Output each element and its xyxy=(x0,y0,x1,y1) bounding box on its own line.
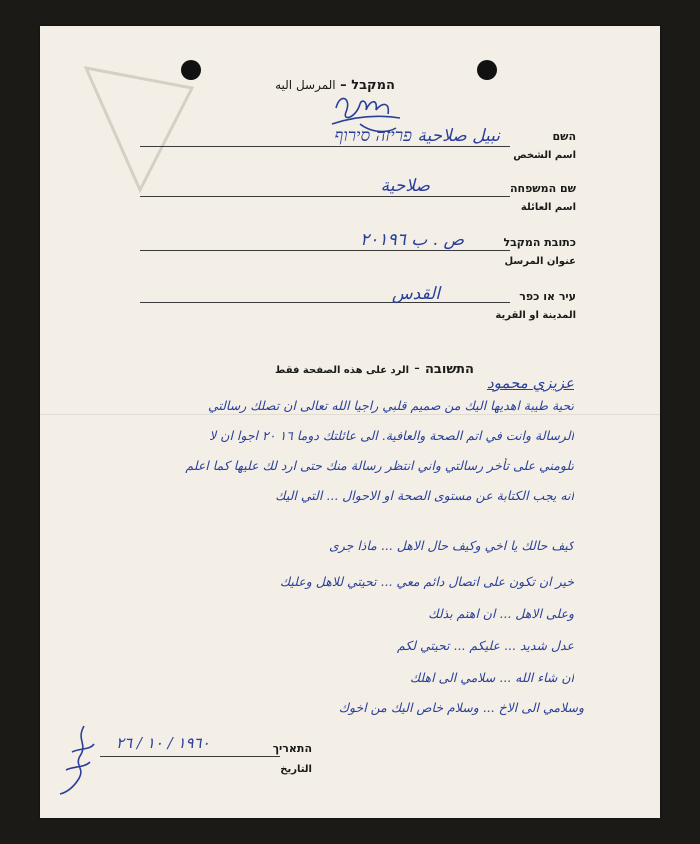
reply-sep: - xyxy=(409,358,420,377)
letter-greeting: عزيزي محمود xyxy=(486,374,574,392)
letter-line: خير ان تكون على اتصال دائم معي ... تحيتي للاهل وعليك xyxy=(279,574,574,589)
address-label-he: כתובת המקבל xyxy=(503,236,576,249)
family-label-ar: اسم العائلة xyxy=(520,202,576,213)
reply-ar: الرد على هذه الصفحة فقط xyxy=(274,365,410,376)
date-label-he: התאריך xyxy=(272,742,312,755)
letter-line: انه يجب الكتابة عن مستوى الصحة او الاحوال ... التي اليك xyxy=(275,488,574,503)
city-line xyxy=(140,302,510,303)
header-sep: – xyxy=(335,78,347,93)
family-line xyxy=(140,196,510,197)
family-label-he: שם המשפחה xyxy=(509,182,576,195)
name-line xyxy=(140,146,510,147)
date-value: ١٩٦٠ / ١٠ / ٢٦ xyxy=(116,734,210,752)
city-label-ar: المدينة او القرية xyxy=(495,310,576,321)
punch-hole-right xyxy=(477,60,497,80)
city-label-he: עיר או כפר xyxy=(519,290,576,303)
letter-form-page xyxy=(40,26,660,818)
city-value: القدس xyxy=(391,284,440,304)
letter-line: كيف حالك يا اخي وكيف حال الاهل ... ماذا جرى xyxy=(328,538,574,553)
letter-line: تحية طيبة اهديها اليك من صميم قلبي راجيا الله تعالى ان تصلك رسالتي xyxy=(207,398,574,413)
name-label-he: השם xyxy=(552,130,576,143)
letter-line: وسلامي الى الاخ ... وسلام خاص اليك من اخوك xyxy=(338,700,584,715)
header-he: המקבל xyxy=(351,78,395,93)
letter-line: تلومني على تأخر رسالتي واني انتظر رسالة منك حتى ارد لك عليها كما اعلم xyxy=(185,458,574,473)
reply-he: התשובה xyxy=(425,362,474,377)
name-value: نبيل صلاحية פריזה סירוף xyxy=(334,126,500,146)
reply-heading xyxy=(275,358,474,377)
letter-line: ان شاء الله ... سلامي الى اهلك xyxy=(409,670,574,685)
date-line xyxy=(100,756,280,757)
header-ar: المرسل اليه xyxy=(275,78,336,92)
date-label-ar: التاريخ xyxy=(280,764,312,775)
address-line xyxy=(140,250,510,251)
letter-line: وعلى الاهل ... ان اهتم بذلك xyxy=(428,606,574,621)
sender-signature xyxy=(54,722,98,796)
fold-crease xyxy=(40,414,660,415)
letter-line: الرسالة وانت في اتم الصحة والعافية. الى عائلتك دوما ١٦ ٢٠ اجوا ان لا xyxy=(209,428,574,443)
address-label-ar: عنوان المرسل xyxy=(504,256,576,267)
letter-line: عدل شديد ... عليكم ... تحيتي لكم xyxy=(397,638,574,653)
name-label-ar: اسم الشخص xyxy=(513,150,576,161)
faded-triangle-stamp xyxy=(84,64,194,194)
address-value: ص . ب ٢٠١٩٦ xyxy=(360,230,464,250)
family-value: صلاحية xyxy=(380,176,430,196)
